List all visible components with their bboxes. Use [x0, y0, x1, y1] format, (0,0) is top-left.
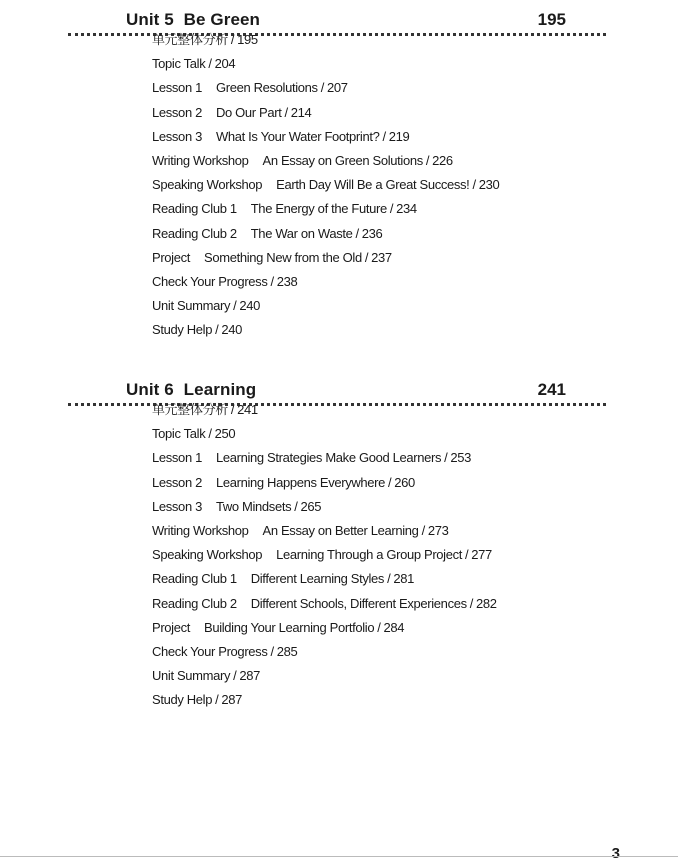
unit-number: Unit 6	[126, 380, 174, 399]
toc-entry	[152, 567, 497, 591]
entry-separator: /	[389, 201, 394, 217]
entry-label: Topic Talk	[152, 426, 206, 442]
entry-page: 195	[237, 32, 258, 47]
entry-page: 282	[476, 595, 497, 611]
entry-label: Lesson 2	[152, 104, 202, 120]
toc-entry-list	[152, 398, 497, 712]
entry-title: The War on Waste	[250, 225, 353, 241]
entry-separator: /	[320, 80, 324, 96]
entry-label: Project	[152, 249, 191, 265]
toc-entry	[152, 246, 499, 270]
entry-title: An Essay on Green Solutions	[262, 152, 423, 168]
entry-page: 214	[290, 104, 312, 120]
unit-start-page: 241	[537, 380, 566, 399]
entry-page: 285	[276, 643, 298, 659]
entry-title: Two Mindsets	[215, 498, 292, 514]
entry-page: 204	[214, 56, 236, 72]
entry-title: Learning Strategies Make Good Learners	[215, 450, 442, 466]
unit-section	[0, 9, 678, 338]
entry-separator: /	[421, 522, 425, 538]
entry-page: 230	[478, 177, 500, 193]
entry-title: Different Learning Styles	[250, 571, 385, 587]
entry-title: Learning Through a Group Project	[276, 547, 463, 563]
toc-entry	[152, 543, 497, 567]
entry-page: 284	[383, 619, 405, 635]
toc-entry	[152, 318, 499, 342]
entry-page: 253	[450, 450, 472, 466]
entry-label: Lesson 3	[152, 128, 202, 144]
toc-entry	[152, 640, 497, 664]
entry-label: Check Your Progress	[152, 273, 268, 289]
entry-page: 287	[239, 668, 261, 684]
toc-entry	[152, 495, 497, 519]
toc-entry	[152, 446, 497, 470]
entry-label: Unit Summary	[152, 298, 231, 314]
entry-page: 281	[393, 571, 414, 587]
entry-label: Lesson 1	[152, 80, 202, 96]
entry-title: Different Schools, Different Experiences	[250, 595, 467, 611]
entry-title: The Energy of the Future	[250, 201, 387, 217]
entry-label: Speaking Workshop	[152, 547, 263, 563]
toc-entry	[152, 664, 497, 688]
entry-label: Reading Club 2	[152, 595, 237, 611]
toc-entry	[152, 519, 497, 543]
toc-entry	[152, 592, 497, 616]
entry-title: Earth Day Will Be a Great Success!	[276, 177, 470, 193]
entry-separator: /	[230, 32, 235, 47]
entry-page: 226	[432, 152, 453, 168]
entry-separator: /	[270, 643, 274, 659]
entry-page: 287	[221, 692, 242, 708]
toc-entry	[152, 294, 499, 318]
entry-page: 207	[326, 80, 348, 96]
bottom-divider	[0, 856, 678, 857]
entry-separator: /	[425, 152, 430, 168]
toc-entry	[152, 125, 499, 149]
toc-entry	[152, 52, 499, 76]
toc-entry	[152, 471, 497, 495]
toc-entry	[152, 688, 497, 712]
toc-entry	[152, 222, 499, 246]
toc-entry	[152, 398, 497, 422]
page-number: 3	[611, 845, 620, 862]
entry-separator: /	[233, 668, 237, 684]
entry-separator: /	[465, 547, 469, 563]
entry-label: Study Help	[152, 692, 213, 708]
entry-title: Do Our Part	[215, 104, 282, 120]
entry-label: 单元整体分析	[152, 402, 228, 417]
entry-label: Reading Club 1	[152, 201, 237, 217]
entry-label: 单元整体分析	[152, 32, 228, 47]
entry-label: Unit Summary	[152, 668, 231, 684]
toc-entry	[152, 197, 499, 221]
entry-separator: /	[472, 177, 476, 193]
unit-start-page: 195	[537, 10, 566, 29]
entry-separator: /	[444, 450, 448, 466]
entry-page: 238	[276, 273, 298, 289]
entry-label: Study Help	[152, 322, 213, 338]
entry-page: 273	[427, 522, 449, 538]
entry-label: Lesson 3	[152, 498, 202, 514]
entry-separator: /	[284, 104, 288, 120]
entry-label: Lesson 2	[152, 474, 202, 490]
entry-label: Check Your Progress	[152, 643, 268, 659]
entry-separator: /	[388, 474, 392, 490]
entry-page: 237	[371, 249, 392, 265]
toc-entry	[152, 76, 499, 100]
entry-page: 219	[388, 128, 410, 144]
toc-entry	[152, 28, 499, 52]
unit-section	[0, 379, 678, 708]
entry-page: 260	[394, 474, 415, 490]
entry-label: Topic Talk	[152, 56, 206, 72]
entry-title: An Essay on Better Learning	[262, 522, 419, 538]
entry-separator: /	[387, 571, 391, 587]
entry-title: Learning Happens Everywhere	[215, 474, 386, 490]
unit-name: Learning	[183, 380, 257, 399]
entry-page: 250	[214, 426, 236, 442]
entry-label: Reading Club 1	[152, 571, 237, 587]
entry-separator: /	[215, 322, 219, 338]
entry-page: 236	[361, 225, 383, 241]
toc-entry	[152, 149, 499, 173]
entry-separator: /	[364, 249, 369, 265]
toc-entry	[152, 270, 499, 294]
entry-title: Green Resolutions	[215, 80, 318, 96]
entry-label: Writing Workshop	[152, 152, 249, 168]
entry-separator: /	[270, 273, 274, 289]
toc-entry	[152, 616, 497, 640]
toc-entry	[152, 173, 499, 197]
unit-name: Be Green	[183, 10, 261, 29]
entry-label: Lesson 1	[152, 450, 202, 466]
entry-separator: /	[215, 692, 219, 708]
entry-page: 234	[396, 201, 417, 217]
entry-separator: /	[230, 402, 235, 417]
toc-entry	[152, 101, 499, 125]
entry-label: Speaking Workshop	[152, 177, 263, 193]
entry-page: 277	[471, 547, 492, 563]
toc-entry-list	[152, 28, 499, 342]
toc-entry	[152, 422, 497, 446]
entry-label: Writing Workshop	[152, 522, 249, 538]
entry-separator: /	[233, 298, 237, 314]
entry-separator: /	[382, 128, 386, 144]
entry-separator: /	[377, 619, 381, 635]
entry-page: 240	[239, 298, 261, 314]
unit-number: Unit 5	[126, 10, 174, 29]
entry-title: Something New from the Old	[204, 249, 362, 265]
entry-page: 265	[300, 498, 322, 514]
entry-label: Reading Club 2	[152, 225, 237, 241]
entry-title: Building Your Learning Portfolio	[204, 619, 375, 635]
entry-page: 241	[237, 402, 258, 417]
entry-page: 240	[221, 322, 242, 338]
entry-separator: /	[294, 498, 298, 514]
entry-separator: /	[469, 595, 474, 611]
entry-title: What Is Your Water Footprint?	[215, 128, 380, 144]
entry-separator: /	[208, 426, 212, 442]
entry-separator: /	[355, 225, 359, 241]
entry-separator: /	[208, 56, 212, 72]
entry-label: Project	[152, 619, 191, 635]
